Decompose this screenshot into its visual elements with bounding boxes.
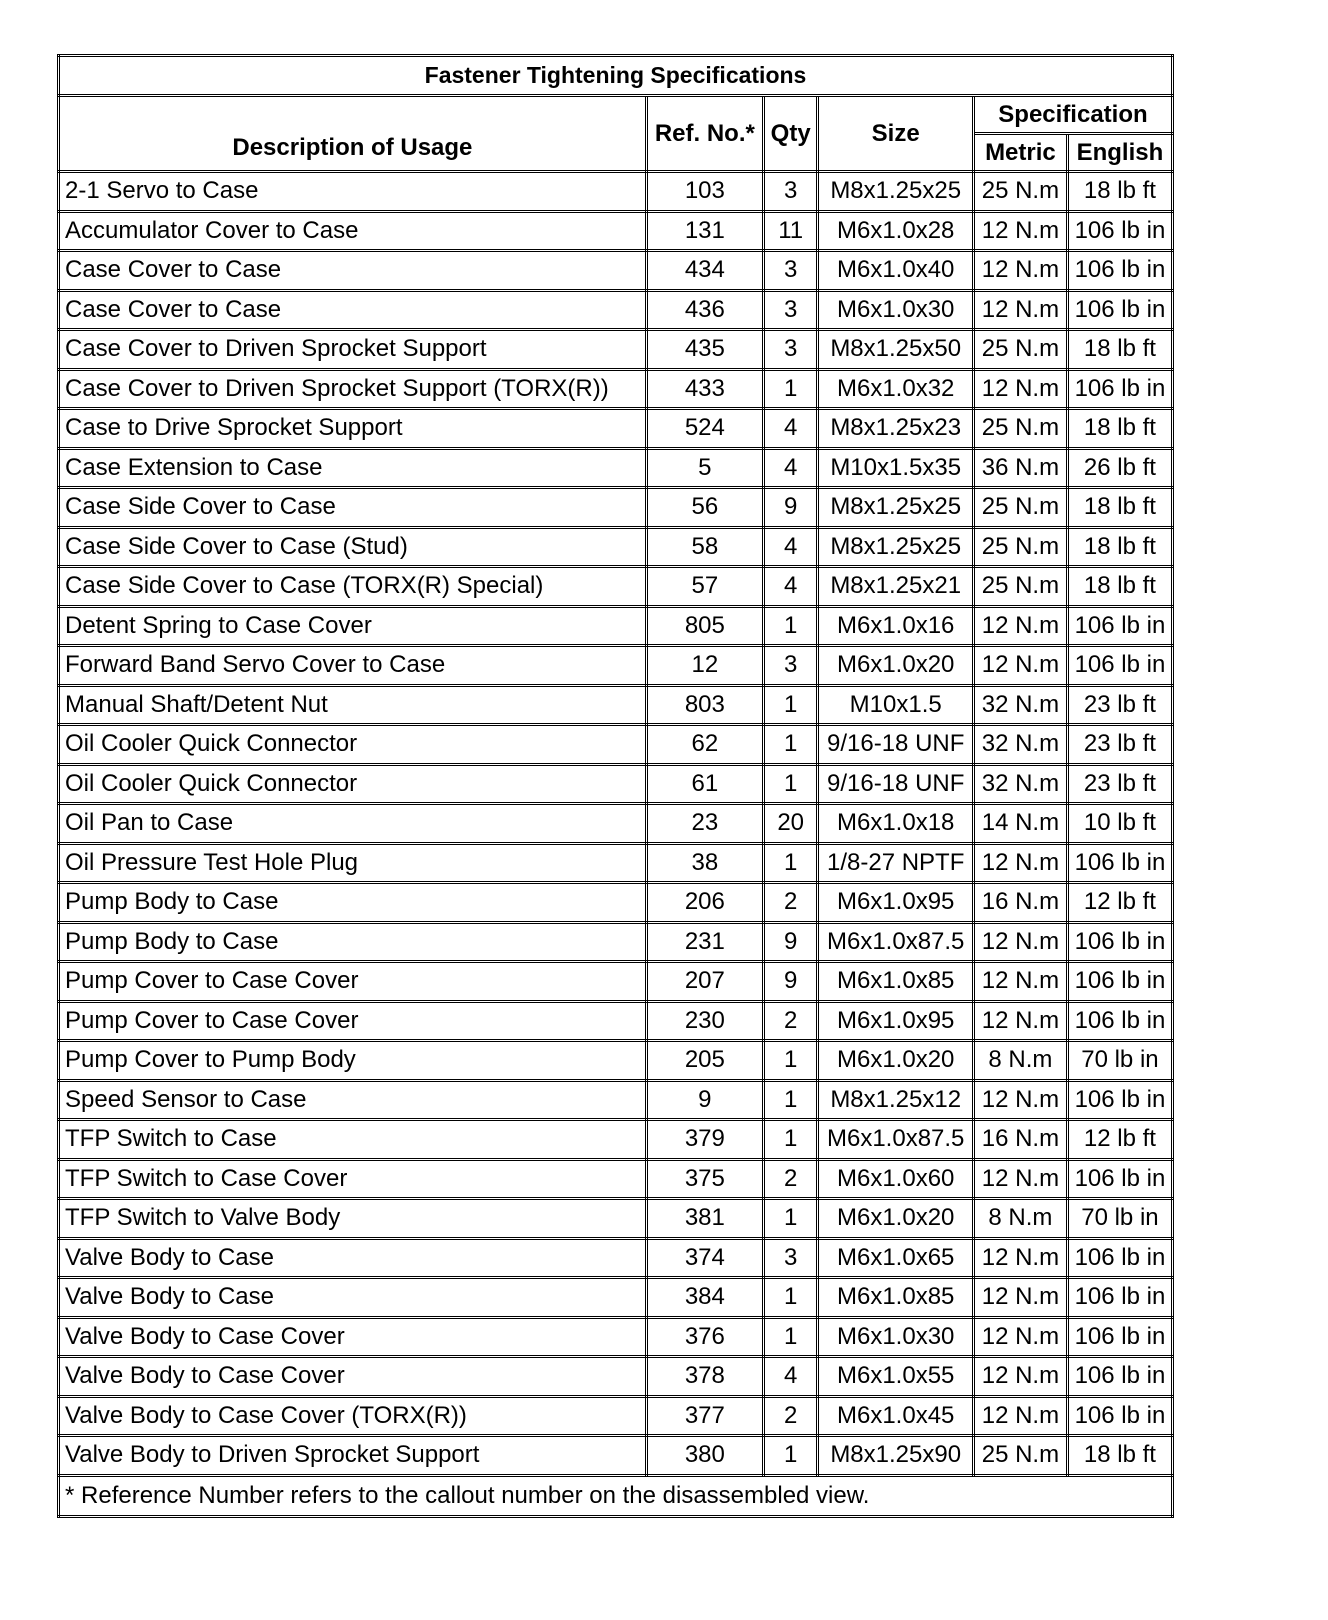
- cell-metric: 25 N.m: [973, 172, 1067, 212]
- cell-metric: 12 N.m: [973, 1317, 1067, 1357]
- cell-ref-no: 380: [646, 1436, 763, 1476]
- table-row: [59, 1278, 1173, 1318]
- cell-metric: 25 N.m: [973, 330, 1067, 370]
- cell-description: Case Cover to Driven Sprocket Support (TORX(R)): [59, 369, 647, 409]
- cell-qty: 1: [763, 725, 818, 765]
- cell-description: Case Cover to Case: [59, 290, 647, 330]
- cell-size: M6x1.0x85: [818, 1278, 974, 1318]
- cell-size: M10x1.5x35: [818, 448, 974, 488]
- cell-qty: 1: [763, 1120, 818, 1160]
- cell-qty: 4: [763, 567, 818, 607]
- header-ref-no: Ref. No.*: [646, 96, 763, 172]
- cell-size: M8x1.25x25: [818, 172, 974, 212]
- cell-ref-no: 206: [646, 883, 763, 923]
- cell-ref-no: 5: [646, 448, 763, 488]
- cell-english: 106 lb in: [1067, 1357, 1172, 1397]
- cell-size: M6x1.0x60: [818, 1159, 974, 1199]
- table-title: Fastener Tightening Specifications: [59, 56, 1173, 96]
- cell-qty: 20: [763, 804, 818, 844]
- cell-description: Case Side Cover to Case (TORX(R) Special): [59, 567, 647, 607]
- cell-ref-no: 436: [646, 290, 763, 330]
- cell-qty: 1: [763, 1199, 818, 1239]
- cell-description: Pump Cover to Case Cover: [59, 1001, 647, 1041]
- cell-english: 18 lb ft: [1067, 527, 1172, 567]
- cell-qty: 3: [763, 1238, 818, 1278]
- table-row: [59, 448, 1173, 488]
- cell-english: 106 lb in: [1067, 1396, 1172, 1436]
- cell-qty: 11: [763, 211, 818, 251]
- cell-english: 26 lb ft: [1067, 448, 1172, 488]
- cell-english: 18 lb ft: [1067, 488, 1172, 528]
- cell-description: Case Side Cover to Case: [59, 488, 647, 528]
- cell-qty: 3: [763, 330, 818, 370]
- cell-metric: 12 N.m: [973, 962, 1067, 1002]
- cell-english: 70 lb in: [1067, 1041, 1172, 1081]
- cell-ref-no: 57: [646, 567, 763, 607]
- cell-metric: 12 N.m: [973, 290, 1067, 330]
- cell-metric: 12 N.m: [973, 251, 1067, 291]
- cell-metric: 16 N.m: [973, 883, 1067, 923]
- cell-english: 12 lb ft: [1067, 883, 1172, 923]
- cell-description: Case Cover to Driven Sprocket Support: [59, 330, 647, 370]
- cell-english: 106 lb in: [1067, 251, 1172, 291]
- cell-size: 9/16-18 UNF: [818, 725, 974, 765]
- cell-ref-no: 381: [646, 1199, 763, 1239]
- cell-english: 106 lb in: [1067, 1317, 1172, 1357]
- cell-description: Valve Body to Driven Sprocket Support: [59, 1436, 647, 1476]
- cell-metric: 12 N.m: [973, 1080, 1067, 1120]
- cell-description: Valve Body to Case Cover (TORX(R)): [59, 1396, 647, 1436]
- cell-ref-no: 524: [646, 409, 763, 449]
- cell-english: 106 lb in: [1067, 1001, 1172, 1041]
- cell-ref-no: 131: [646, 211, 763, 251]
- cell-metric: 25 N.m: [973, 567, 1067, 607]
- cell-description: Detent Spring to Case Cover: [59, 606, 647, 646]
- table-row: [59, 1159, 1173, 1199]
- cell-qty: 1: [763, 1317, 818, 1357]
- cell-description: Valve Body to Case Cover: [59, 1357, 647, 1397]
- cell-size: M8x1.25x50: [818, 330, 974, 370]
- cell-metric: 12 N.m: [973, 211, 1067, 251]
- cell-english: 106 lb in: [1067, 1278, 1172, 1318]
- cell-qty: 4: [763, 409, 818, 449]
- cell-metric: 12 N.m: [973, 646, 1067, 686]
- cell-ref-no: 61: [646, 764, 763, 804]
- table-row: [59, 172, 1173, 212]
- cell-ref-no: 376: [646, 1317, 763, 1357]
- cell-size: M8x1.25x25: [818, 527, 974, 567]
- cell-size: M6x1.0x65: [818, 1238, 974, 1278]
- cell-size: M6x1.0x20: [818, 1199, 974, 1239]
- cell-qty: 4: [763, 1357, 818, 1397]
- header-specification: Specification: [973, 96, 1172, 134]
- cell-size: M6x1.0x20: [818, 646, 974, 686]
- cell-qty: 1: [763, 369, 818, 409]
- header-qty: Qty: [763, 96, 818, 172]
- table-row: [59, 409, 1173, 449]
- table-row: [59, 330, 1173, 370]
- cell-qty: 4: [763, 527, 818, 567]
- cell-ref-no: 377: [646, 1396, 763, 1436]
- cell-english: 106 lb in: [1067, 843, 1172, 883]
- cell-size: M6x1.0x87.5: [818, 1120, 974, 1160]
- cell-ref-no: 805: [646, 606, 763, 646]
- cell-metric: 25 N.m: [973, 488, 1067, 528]
- cell-size: 1/8-27 NPTF: [818, 843, 974, 883]
- cell-description: Case to Drive Sprocket Support: [59, 409, 647, 449]
- cell-english: 106 lb in: [1067, 1238, 1172, 1278]
- table-row: [59, 1396, 1173, 1436]
- cell-size: M6x1.0x55: [818, 1357, 974, 1397]
- cell-ref-no: 103: [646, 172, 763, 212]
- cell-size: M8x1.25x90: [818, 1436, 974, 1476]
- cell-english: 18 lb ft: [1067, 172, 1172, 212]
- table-row: [59, 883, 1173, 923]
- cell-metric: 8 N.m: [973, 1199, 1067, 1239]
- cell-description: Speed Sensor to Case: [59, 1080, 647, 1120]
- cell-qty: 4: [763, 448, 818, 488]
- cell-english: 106 lb in: [1067, 606, 1172, 646]
- table-row: [59, 962, 1173, 1002]
- cell-metric: 12 N.m: [973, 369, 1067, 409]
- cell-english: 12 lb ft: [1067, 1120, 1172, 1160]
- cell-size: M10x1.5: [818, 685, 974, 725]
- cell-ref-no: 62: [646, 725, 763, 765]
- cell-english: 106 lb in: [1067, 211, 1172, 251]
- cell-metric: 12 N.m: [973, 606, 1067, 646]
- cell-size: M8x1.25x25: [818, 488, 974, 528]
- cell-description: Case Extension to Case: [59, 448, 647, 488]
- table-row: [59, 804, 1173, 844]
- cell-metric: 12 N.m: [973, 1357, 1067, 1397]
- cell-qty: 9: [763, 488, 818, 528]
- cell-english: 18 lb ft: [1067, 567, 1172, 607]
- cell-ref-no: 378: [646, 1357, 763, 1397]
- table-row: [59, 843, 1173, 883]
- table-row: [59, 725, 1173, 765]
- cell-ref-no: 9: [646, 1080, 763, 1120]
- cell-english: 23 lb ft: [1067, 764, 1172, 804]
- cell-qty: 1: [763, 1080, 818, 1120]
- table-row: [59, 764, 1173, 804]
- cell-description: Pump Cover to Pump Body: [59, 1041, 647, 1081]
- table-row: [59, 290, 1173, 330]
- cell-metric: 12 N.m: [973, 1278, 1067, 1318]
- cell-metric: 32 N.m: [973, 764, 1067, 804]
- table-row: [59, 211, 1173, 251]
- header-english: English: [1067, 134, 1172, 172]
- cell-metric: 12 N.m: [973, 922, 1067, 962]
- cell-english: 106 lb in: [1067, 1080, 1172, 1120]
- cell-metric: 12 N.m: [973, 1001, 1067, 1041]
- cell-qty: 1: [763, 1041, 818, 1081]
- cell-ref-no: 375: [646, 1159, 763, 1199]
- cell-qty: 2: [763, 1159, 818, 1199]
- table-row: [59, 488, 1173, 528]
- cell-description: Forward Band Servo Cover to Case: [59, 646, 647, 686]
- cell-metric: 25 N.m: [973, 409, 1067, 449]
- cell-description: 2-1 Servo to Case: [59, 172, 647, 212]
- cell-ref-no: 12: [646, 646, 763, 686]
- cell-qty: 1: [763, 843, 818, 883]
- cell-size: M8x1.25x21: [818, 567, 974, 607]
- cell-english: 106 lb in: [1067, 290, 1172, 330]
- cell-description: TFP Switch to Case Cover: [59, 1159, 647, 1199]
- cell-metric: 36 N.m: [973, 448, 1067, 488]
- cell-english: 106 lb in: [1067, 1159, 1172, 1199]
- cell-metric: 32 N.m: [973, 725, 1067, 765]
- table-row: [59, 1080, 1173, 1120]
- cell-english: 23 lb ft: [1067, 685, 1172, 725]
- cell-size: M6x1.0x95: [818, 1001, 974, 1041]
- table-row: [59, 369, 1173, 409]
- cell-ref-no: 379: [646, 1120, 763, 1160]
- table-row: [59, 1238, 1173, 1278]
- cell-description: Oil Pan to Case: [59, 804, 647, 844]
- cell-metric: 12 N.m: [973, 1396, 1067, 1436]
- table-row: [59, 1199, 1173, 1239]
- cell-description: TFP Switch to Valve Body: [59, 1199, 647, 1239]
- cell-size: M6x1.0x87.5: [818, 922, 974, 962]
- cell-qty: 3: [763, 172, 818, 212]
- cell-english: 106 lb in: [1067, 922, 1172, 962]
- cell-ref-no: 58: [646, 527, 763, 567]
- cell-ref-no: 374: [646, 1238, 763, 1278]
- header-metric: Metric: [973, 134, 1067, 172]
- table-row: [59, 527, 1173, 567]
- cell-metric: 8 N.m: [973, 1041, 1067, 1081]
- header-size: Size: [818, 96, 974, 172]
- cell-description: Oil Cooler Quick Connector: [59, 764, 647, 804]
- cell-english: 106 lb in: [1067, 962, 1172, 1002]
- cell-english: 106 lb in: [1067, 646, 1172, 686]
- cell-size: M6x1.0x18: [818, 804, 974, 844]
- cell-qty: 3: [763, 646, 818, 686]
- cell-ref-no: 231: [646, 922, 763, 962]
- cell-description: Pump Body to Case: [59, 883, 647, 923]
- cell-size: M6x1.0x95: [818, 883, 974, 923]
- cell-ref-no: 384: [646, 1278, 763, 1318]
- cell-metric: 16 N.m: [973, 1120, 1067, 1160]
- cell-size: M6x1.0x40: [818, 251, 974, 291]
- cell-qty: 9: [763, 962, 818, 1002]
- cell-metric: 12 N.m: [973, 843, 1067, 883]
- cell-size: 9/16-18 UNF: [818, 764, 974, 804]
- table-row: [59, 922, 1173, 962]
- table-row: [59, 1436, 1173, 1476]
- cell-ref-no: 38: [646, 843, 763, 883]
- cell-metric: 12 N.m: [973, 1238, 1067, 1278]
- cell-english: 106 lb in: [1067, 369, 1172, 409]
- header-description: Description of Usage: [59, 96, 647, 172]
- table-row: [59, 685, 1173, 725]
- cell-description: Pump Cover to Case Cover: [59, 962, 647, 1002]
- cell-metric: 14 N.m: [973, 804, 1067, 844]
- cell-description: Oil Cooler Quick Connector: [59, 725, 647, 765]
- cell-size: M6x1.0x16: [818, 606, 974, 646]
- cell-ref-no: 435: [646, 330, 763, 370]
- cell-qty: 1: [763, 1436, 818, 1476]
- table-row: [59, 1120, 1173, 1160]
- cell-qty: 2: [763, 1396, 818, 1436]
- table-body: [59, 172, 1173, 1476]
- cell-ref-no: 803: [646, 685, 763, 725]
- cell-ref-no: 230: [646, 1001, 763, 1041]
- cell-qty: 9: [763, 922, 818, 962]
- cell-description: Valve Body to Case Cover: [59, 1317, 647, 1357]
- cell-qty: 2: [763, 1001, 818, 1041]
- cell-english: 18 lb ft: [1067, 330, 1172, 370]
- cell-qty: 1: [763, 606, 818, 646]
- footnote: * Reference Number refers to the callout number on the disassembled view.: [59, 1475, 1173, 1516]
- cell-description: Manual Shaft/Detent Nut: [59, 685, 647, 725]
- cell-english: 23 lb ft: [1067, 725, 1172, 765]
- cell-description: Oil Pressure Test Hole Plug: [59, 843, 647, 883]
- cell-size: M6x1.0x30: [818, 1317, 974, 1357]
- cell-size: M6x1.0x85: [818, 962, 974, 1002]
- cell-ref-no: 433: [646, 369, 763, 409]
- table-row: [59, 251, 1173, 291]
- cell-description: Case Side Cover to Case (Stud): [59, 527, 647, 567]
- cell-description: Valve Body to Case: [59, 1238, 647, 1278]
- table-row: [59, 1001, 1173, 1041]
- cell-metric: 32 N.m: [973, 685, 1067, 725]
- cell-size: M8x1.25x12: [818, 1080, 974, 1120]
- cell-size: M6x1.0x30: [818, 290, 974, 330]
- cell-description: Valve Body to Case: [59, 1278, 647, 1318]
- cell-ref-no: 205: [646, 1041, 763, 1081]
- cell-description: Pump Body to Case: [59, 922, 647, 962]
- table-row: [59, 606, 1173, 646]
- cell-ref-no: 434: [646, 251, 763, 291]
- cell-description: Accumulator Cover to Case: [59, 211, 647, 251]
- cell-ref-no: 23: [646, 804, 763, 844]
- cell-qty: 2: [763, 883, 818, 923]
- cell-qty: 1: [763, 685, 818, 725]
- cell-metric: 25 N.m: [973, 1436, 1067, 1476]
- cell-english: 18 lb ft: [1067, 409, 1172, 449]
- cell-qty: 1: [763, 1278, 818, 1318]
- table-row: [59, 1317, 1173, 1357]
- cell-size: M6x1.0x28: [818, 211, 974, 251]
- cell-size: M6x1.0x32: [818, 369, 974, 409]
- table-row: [59, 567, 1173, 607]
- cell-english: 10 lb ft: [1067, 804, 1172, 844]
- table-row: [59, 1357, 1173, 1397]
- cell-size: M8x1.25x23: [818, 409, 974, 449]
- fastener-spec-table: [57, 54, 1174, 1518]
- cell-size: M6x1.0x20: [818, 1041, 974, 1081]
- cell-qty: 1: [763, 764, 818, 804]
- cell-english: 18 lb ft: [1067, 1436, 1172, 1476]
- cell-ref-no: 207: [646, 962, 763, 1002]
- cell-ref-no: 56: [646, 488, 763, 528]
- cell-metric: 25 N.m: [973, 527, 1067, 567]
- cell-size: M6x1.0x45: [818, 1396, 974, 1436]
- cell-description: TFP Switch to Case: [59, 1120, 647, 1160]
- cell-english: 70 lb in: [1067, 1199, 1172, 1239]
- cell-metric: 12 N.m: [973, 1159, 1067, 1199]
- cell-qty: 3: [763, 251, 818, 291]
- table-row: [59, 646, 1173, 686]
- cell-description: Case Cover to Case: [59, 251, 647, 291]
- table-row: [59, 1041, 1173, 1081]
- cell-qty: 3: [763, 290, 818, 330]
